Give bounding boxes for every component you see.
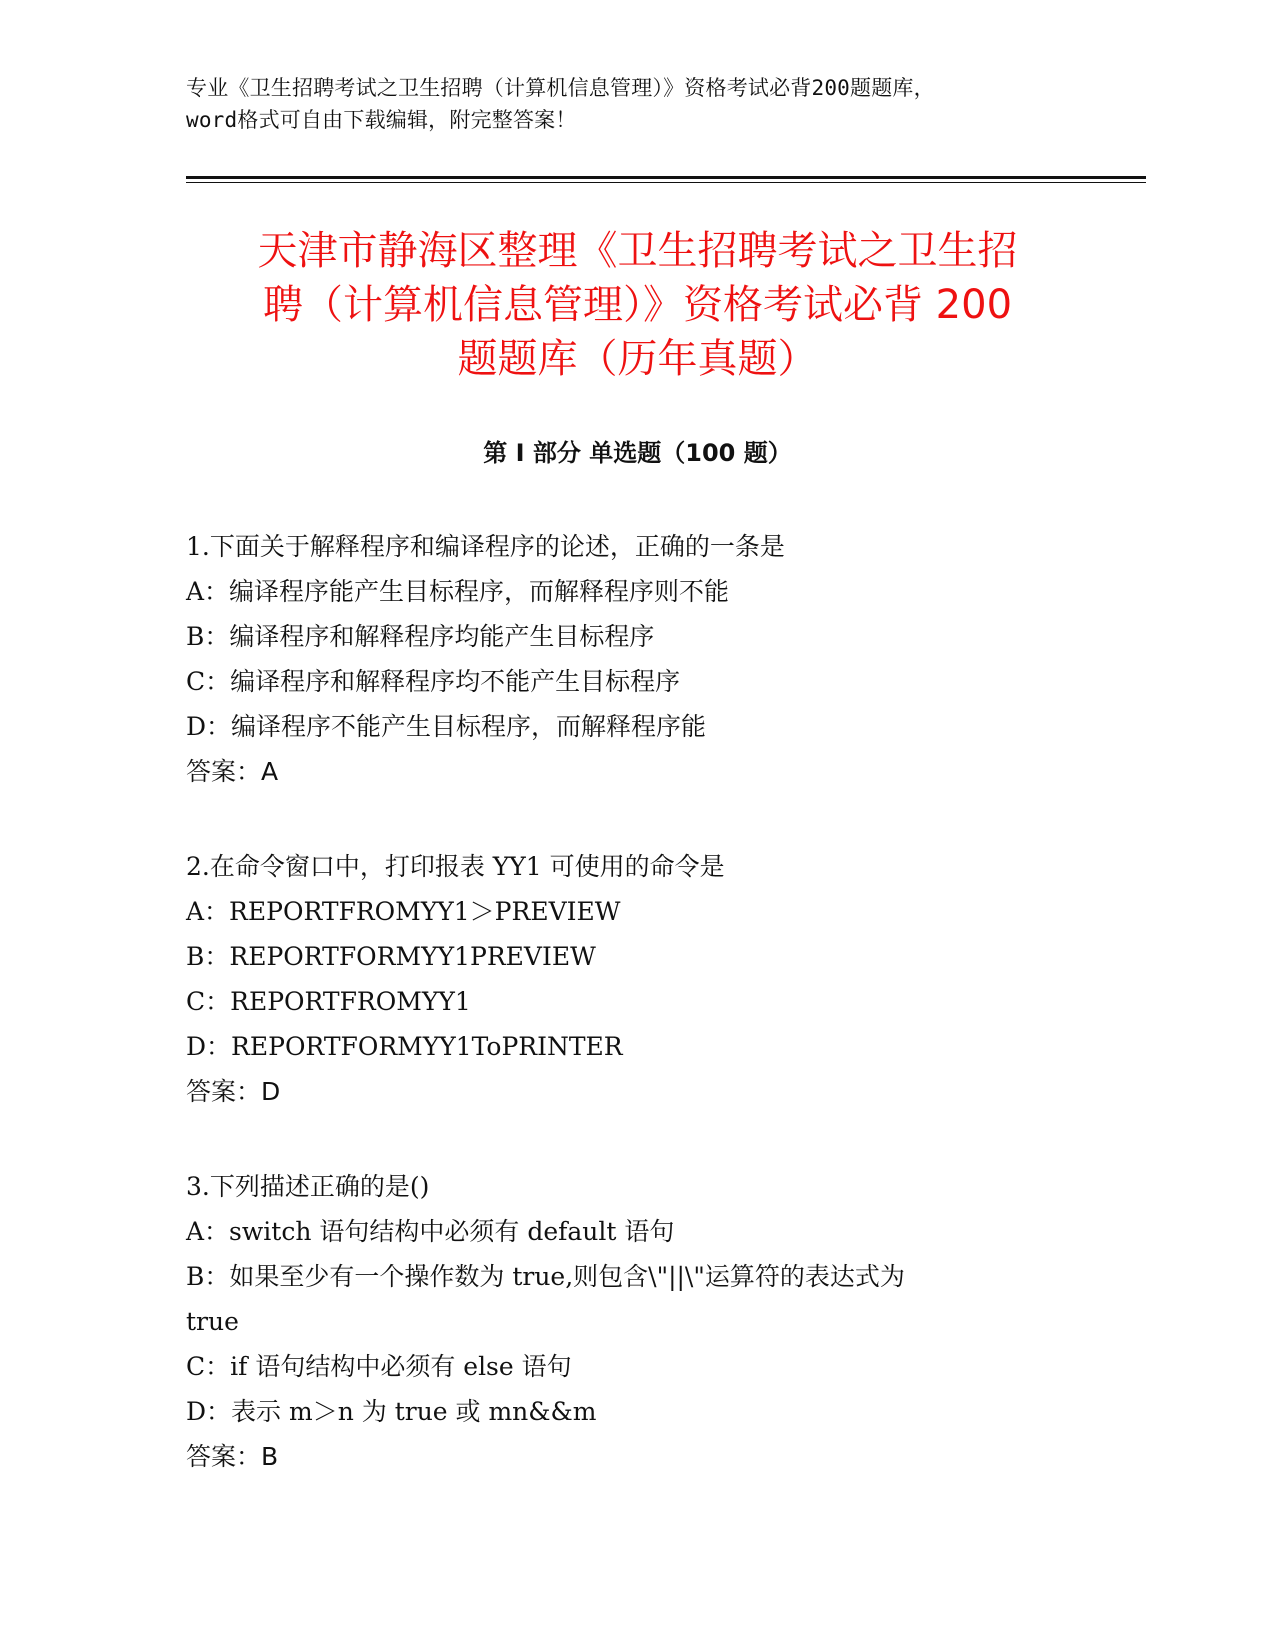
option-a: A：REPORTFROMYY1＞PREVIEW — [186, 897, 621, 926]
document-title — [160, 224, 1115, 386]
option-b-continued: true — [186, 1307, 239, 1336]
option-c: C：REPORTFROMYY1 — [186, 987, 471, 1016]
option-a: A：switch 语句结构中必须有 default 语句 — [186, 1217, 675, 1246]
option-b: B：编译程序和解释程序均能产生目标程序 — [186, 622, 655, 651]
question-stem: 2.在命令窗口中，打印报表 YY1 可使用的命令是 — [186, 852, 725, 881]
option-c: C：编译程序和解释程序均不能产生目标程序 — [186, 667, 681, 696]
document-title-line-3: 题题库（历年真题） — [457, 336, 818, 382]
header-note — [186, 72, 1086, 136]
header-note-line-2: word格式可自由下载编辑，附完整答案！ — [186, 108, 577, 132]
question-stem: 1.下面关于解释程序和编译程序的论述，正确的一条是 — [186, 532, 785, 561]
section-heading: 第 I 部分 单选题（100 题） — [483, 439, 792, 467]
question-1 — [186, 524, 1086, 794]
question-stem: 3.下列描述正确的是() — [186, 1172, 430, 1201]
option-d: D：表示 m＞n 为 true 或 mn&&m — [186, 1397, 597, 1426]
option-b: B：REPORTFORMYY1PREVIEW — [186, 942, 596, 971]
question-spacer — [186, 794, 1086, 844]
option-c: C：if 语句结构中必须有 else 语句 — [186, 1352, 572, 1381]
option-b: B：如果至少有一个操作数为 true,则包含\"||\"运算符的表达式为 — [186, 1262, 905, 1291]
question-list — [186, 524, 1086, 1479]
header-divider-thick — [186, 176, 1146, 179]
document-title-line-1: 天津市静海区整理《卫生招聘考试之卫生招 — [257, 228, 1018, 274]
option-a: A：编译程序能产生目标程序，而解释程序则不能 — [186, 577, 730, 606]
header-divider-thin — [186, 182, 1146, 183]
answer: 答案：B — [186, 1442, 279, 1471]
question-3 — [186, 1164, 1086, 1479]
header-note-line-1: 专业《卫生招聘考试之卫生招聘（计算机信息管理）》资格考试必背200题题库， — [186, 76, 935, 100]
option-d: D：REPORTFORMYY1ToPRINTER — [186, 1032, 623, 1061]
document-title-line-2: 聘（计算机信息管理）》资格考试必背 200 — [262, 282, 1013, 328]
question-2 — [186, 844, 1086, 1114]
question-spacer — [186, 1114, 1086, 1164]
answer: 答案：D — [186, 1077, 281, 1106]
option-d: D：编译程序不能产生目标程序，而解释程序能 — [186, 712, 707, 741]
answer: 答案：A — [186, 757, 279, 786]
